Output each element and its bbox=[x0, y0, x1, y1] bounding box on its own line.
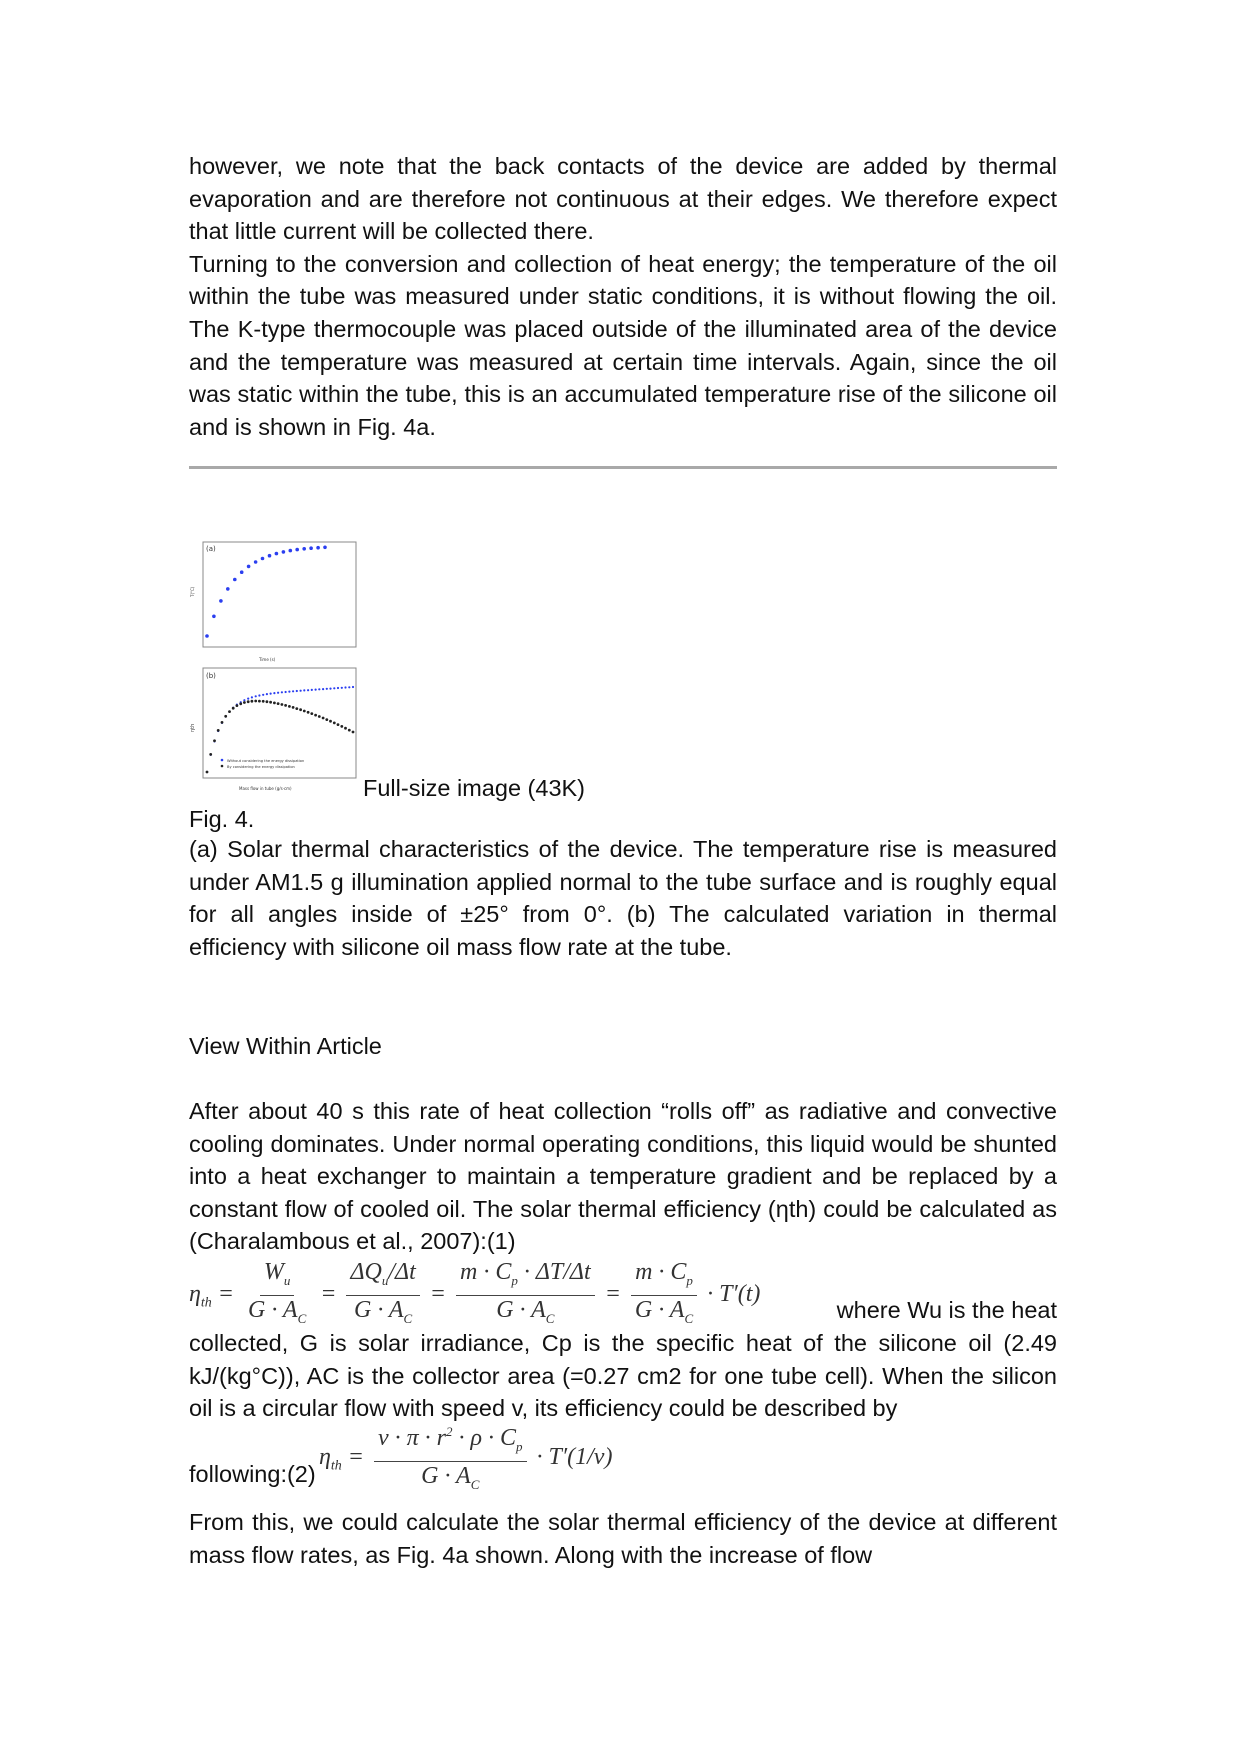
panel-a-point bbox=[219, 599, 223, 603]
panel-b-point-black bbox=[224, 715, 227, 718]
panel-b-point-blue bbox=[303, 689, 305, 691]
panel-b-point-blue bbox=[285, 691, 287, 693]
panel-a-point bbox=[233, 578, 237, 582]
text-block-top bbox=[189, 150, 1057, 443]
panel-b-point-black bbox=[307, 711, 310, 714]
panel-b-point-black bbox=[325, 718, 328, 721]
panel-b-point-black bbox=[352, 731, 355, 734]
equation-2-leading-text: following:(2) bbox=[189, 1461, 316, 1487]
paragraph-2: Turning to the conversion and collection of heat energy; the temperature of the oil within the tube was measured under static conditions, it is without flowing the oil. The K-type thermocouple was placed outside of the illuminated area of the device and the temperature was measured at certain time intervals. Again, since the oil was static within the tube, this is an accumulated temperature rise of the silicone oil and is shown in Fig. 4a. bbox=[189, 250, 1057, 440]
figure-4-thumbnail[interactable] bbox=[189, 540, 359, 792]
panel-a-point bbox=[289, 549, 293, 553]
panel-b-point-blue bbox=[326, 688, 328, 690]
panel-b-point-blue bbox=[318, 688, 320, 690]
equation-1: $\eta_{th}$ = $\frac{W_u}{G \cdot A_C}$ = $\frac{\Delta Q_u/\Delta t}{G \cdot A_C}$ = $\frac{m \cdot C_p \cdot \Delta T/\Delta t}{G \cdot A_C}$ = $\frac{m \cdot C_p}{G \cdot A_C}$ · T′(t) bbox=[189, 1259, 761, 1326]
panel-b-point-blue bbox=[292, 690, 294, 692]
panel-b-point-blue bbox=[281, 691, 283, 693]
panel-b-point-black bbox=[258, 700, 261, 703]
panel-b-point-black bbox=[299, 708, 302, 711]
fullsize-image-link[interactable]: Full-size image (43K) bbox=[363, 775, 586, 801]
panel-b-point-black bbox=[273, 702, 276, 705]
panel-b-point-blue bbox=[333, 687, 335, 689]
panel-b-point-black bbox=[337, 723, 340, 726]
panel-b-point-black bbox=[329, 720, 332, 723]
panel-a-point bbox=[302, 547, 306, 551]
panel-b-point-black bbox=[243, 701, 246, 704]
panel-b-point-black bbox=[232, 707, 235, 710]
equation-1-trailing-text: where Wu is the heat bbox=[836, 1297, 1057, 1323]
panel-b-point-blue bbox=[315, 689, 317, 691]
paragraph-5: From this, we could calculate the solar thermal efficiency of the device at different mass flow rates, as Fig. 4a shown. Along with the increase of flow bbox=[189, 1509, 1057, 1568]
panel-b-point-black bbox=[269, 701, 272, 704]
panel-b-point-black bbox=[262, 700, 265, 703]
equation-1-row bbox=[189, 1258, 1057, 1328]
paragraph-3: After about 40 s this rate of heat collection “rolls off” as radiative and convective cooling dominates. Under normal operating conditions, this liquid would be shunted into a heat exchanger to maintain a temperature gradient and be replaced by a constant flow of cooled oil. The solar thermal efficiency (ηth) could be calculated as (Charalambous et al., 2007):(1) bbox=[189, 1098, 1057, 1255]
panel-b-point-blue bbox=[352, 686, 354, 688]
equation-2-row bbox=[189, 1418, 1057, 1490]
panel-b-point-black bbox=[281, 703, 284, 706]
panel-a-point bbox=[212, 615, 216, 619]
panel-b-point-blue bbox=[255, 695, 257, 697]
panel-a-tag: (a) bbox=[206, 545, 216, 553]
panel-b-point-black bbox=[221, 721, 224, 724]
panel-b-point-black bbox=[277, 702, 280, 705]
panel-b-point-black bbox=[310, 712, 313, 715]
panel-a-ylabel: T(°C) bbox=[190, 586, 195, 597]
legend-marker-black bbox=[221, 765, 224, 768]
panel-b-ylabel: ηth bbox=[190, 723, 196, 732]
panel-a-point bbox=[226, 587, 230, 591]
panel-a-frame bbox=[203, 542, 356, 647]
panel-b-point-blue bbox=[247, 698, 249, 700]
panel-b-point-blue bbox=[243, 699, 245, 701]
panel-b-point-blue bbox=[311, 689, 313, 691]
horizontal-rule bbox=[189, 466, 1057, 469]
panel-b-point-blue bbox=[300, 690, 302, 692]
panel-b-point-blue bbox=[273, 692, 275, 694]
panel-b-point-blue bbox=[251, 696, 253, 698]
panel-b-tag: (b) bbox=[206, 672, 216, 680]
panel-b-point-black bbox=[322, 717, 325, 720]
panel-b-point-blue bbox=[277, 692, 279, 694]
panel-b-point-blue bbox=[329, 688, 331, 690]
panel-a-point bbox=[309, 546, 313, 550]
panel-a-point bbox=[261, 557, 265, 561]
panel-b-point-black bbox=[209, 753, 212, 756]
panel-b-point-black bbox=[292, 706, 295, 709]
panel-b-point-black bbox=[254, 700, 257, 703]
panel-b-point-blue bbox=[337, 687, 339, 689]
panel-b-point-blue bbox=[322, 688, 324, 690]
text-block-lower bbox=[189, 1327, 1057, 1425]
panel-a-points bbox=[205, 546, 327, 638]
panel-b-point-black bbox=[236, 704, 239, 707]
panel-a-point bbox=[316, 546, 320, 550]
panel-b-point-black bbox=[344, 727, 347, 730]
panel-b-point-black bbox=[318, 715, 321, 718]
panel-b-point-black bbox=[251, 700, 254, 703]
panel-b-point-black bbox=[340, 725, 343, 728]
panel-b-point-black bbox=[284, 704, 287, 707]
panel-b-point-black bbox=[239, 702, 242, 705]
panel-b-point-blue bbox=[266, 693, 268, 695]
panel-b-xlabel: Mass flow in tube (g/s·cm) bbox=[239, 786, 292, 791]
panel-b-point-blue bbox=[344, 686, 346, 688]
panel-b-point-black bbox=[213, 739, 216, 742]
panel-b-point-black bbox=[295, 707, 298, 710]
text-block-middle bbox=[189, 1095, 1057, 1258]
panel-b-point-black bbox=[288, 705, 291, 708]
figure-caption-block bbox=[189, 833, 1057, 963]
panel-b-point-black bbox=[333, 722, 336, 725]
panel-b-point-black bbox=[228, 710, 231, 713]
legend-entry-1: Without considering the energy dissipation bbox=[227, 759, 305, 763]
text-block-bottom bbox=[189, 1506, 1057, 1571]
panel-b-point-blue bbox=[258, 694, 260, 696]
panel-b-point-blue bbox=[341, 687, 343, 689]
panel-b-point-blue bbox=[288, 691, 290, 693]
panel-b-point-blue bbox=[262, 694, 264, 696]
panel-a-point bbox=[240, 570, 244, 574]
panel-a-xlabel: Time (s) bbox=[259, 657, 276, 662]
panel-a-point bbox=[205, 634, 209, 638]
panel-b-point-black bbox=[314, 714, 317, 717]
panel-b-point-black bbox=[206, 771, 209, 774]
panel-a-point bbox=[295, 548, 299, 552]
panel-b-point-black bbox=[348, 729, 351, 732]
panel-b-point-black bbox=[303, 710, 306, 713]
panel-a-point bbox=[323, 546, 327, 550]
legend-marker-blue bbox=[221, 759, 224, 762]
figure-caption: (a) Solar thermal characteristics of the device. The temperature rise is measured under AM1.5 g illumination applied normal to the tube surface and is roughly equal for all angles inside of ±25° from 0°. (b) The calculated variation in thermal efficiency with silicone oil mass flow rate at the tube. bbox=[189, 836, 1057, 960]
panel-a-point bbox=[268, 554, 272, 558]
panel-b-point-black bbox=[266, 700, 269, 703]
panel-a-point bbox=[254, 560, 258, 564]
panel-b-point-blue bbox=[307, 689, 309, 691]
panel-b-point-blue bbox=[348, 686, 350, 688]
equation-2: $\eta_{th}$ = $\frac{v \cdot \pi \cdot r^2 \cdot \rho \cdot C_p}{G \cdot A_C}$ · T′(1/v) bbox=[319, 1418, 612, 1499]
panel-b-point-blue bbox=[270, 693, 272, 695]
paragraph-4: collected, G is solar irradiance, Cp is the specific heat of the silicone oil (2.49 kJ/(kg°C)), AC is the collector area (=0.27 cm2 for one tube cell). When the silicon oil is a circular flow with speed v, its efficiency could be described by bbox=[189, 1330, 1057, 1422]
panel-b-point-black bbox=[247, 700, 250, 703]
paragraph-1: however, we note that the back contacts of the device are added by thermal evaporation and are therefore not continuous at their edges. We therefore expect that little current will be collected there. bbox=[189, 153, 1057, 245]
panel-b-point-blue bbox=[296, 690, 298, 692]
legend-entry-2: By considering the energy dissipation bbox=[227, 765, 295, 769]
figure-label: Fig. 4. bbox=[189, 806, 255, 832]
figure-4-svg bbox=[189, 540, 359, 792]
panel-a-point bbox=[275, 552, 279, 556]
panel-a-point bbox=[282, 550, 286, 554]
panel-b-point-black bbox=[217, 729, 220, 732]
view-within-article-link[interactable]: View Within Article bbox=[189, 1033, 382, 1059]
panel-a-point bbox=[247, 565, 251, 569]
